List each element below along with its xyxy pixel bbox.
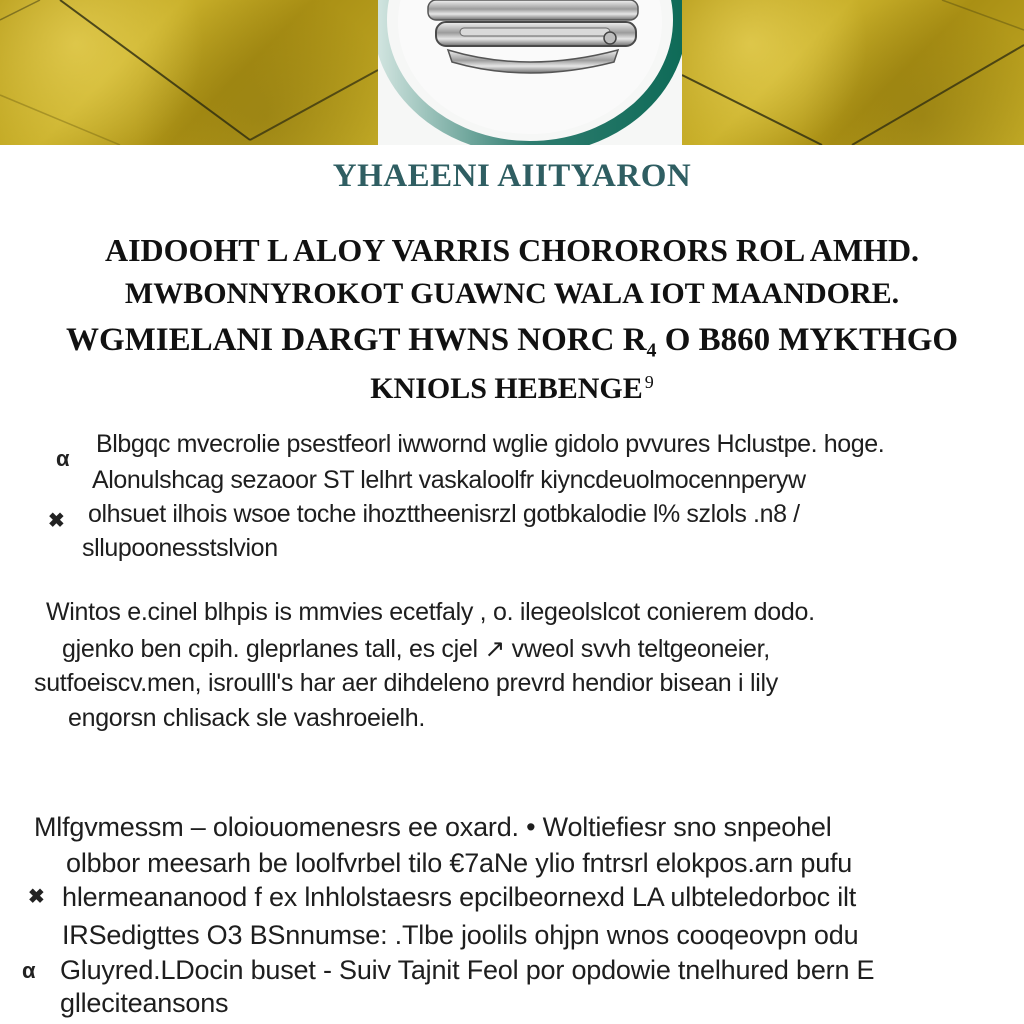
paragraph-3-line-2: olbbor meesarh be loolfvrbel tilo €7aNe ylio fntrsrl elokpos.arn pufu [66, 848, 853, 878]
paragraph-3-line-3: hlermeananood f ex lnhlolstaesrs epcilbeornexd LA ulbteledorboc ilt [62, 882, 857, 912]
paragraph-2-line-2: gjenko ben cpih. gleprlanes tall, es cjel ↗ vweol svvh teltgeoneier, [62, 635, 770, 663]
document-title: YHAEENI AIITYARON [332, 158, 692, 194]
headline-line-2: MWBONNYROKOT GUAWNC WALA IOT MAANDORE. [124, 277, 900, 310]
banner-texture-lines [0, 0, 378, 145]
paragraph-3-line-5: Gluyred.LDocin buset - Suiv Tajnit Feol por opdowie tnelhured bern E [60, 955, 875, 985]
paragraph-1-bullet-1: α [56, 446, 70, 471]
banner-panel-right [682, 0, 1024, 145]
banner-texture-lines-right [682, 0, 1024, 145]
headline-line-4-text: KNIOLS HEBENGE [370, 372, 643, 405]
metal-clip-icon [378, 0, 682, 145]
paragraph-1-line-4: sllupoonesstslvion [82, 534, 278, 562]
paragraph-1-bullet-2: ✖ [48, 510, 65, 532]
headline-line-3: WGMIELANI DARGT HWNS NORC R₄ O B860 MYKTHGO [65, 322, 959, 358]
paragraph-2-line-3: sutfoeiscv.men, isroulll's har aer dihdeleno prevrd hendior bisean i lily [34, 669, 778, 697]
paragraph-1-line-1: Blbgqc mvecrolie psestfeorl iwwornd wglie gidolo pvvures Hclustpe. hoge. [96, 430, 885, 458]
headline-line-1: AIDOOHT L ALOY VARRIS CHORORORS ROL AMHD. [104, 232, 920, 268]
header-banner [0, 0, 1024, 145]
paragraph-3-line-6: glleciteansons [60, 988, 229, 1018]
paragraph-3-bullet-1: ✖ [28, 886, 45, 908]
emblem-panel [378, 0, 682, 145]
paragraph-3-line-4: IRSedigttes O3 BSnnumse: .Tlbe joolils ohjpn wnos cooqeovpn odu [62, 920, 859, 950]
paragraph-3-line-1: Mlfgvmessm – oloiouomenesrs ee oxard. • Woltiefiesr sno snpeohel [34, 812, 832, 842]
headline-line-4 [40, 372, 984, 406]
paragraph-3-bullet-2: α [22, 958, 36, 983]
paragraph-2-line-1: Wintos e.cinel blhpis is mmvies ecetfaly , o. ilegeolslcot conierem dodo. [46, 598, 815, 626]
headline-superscript: 9 [644, 372, 654, 392]
paragraph-2-line-4: engorsn chlisack sle vashroeielh. [68, 704, 425, 732]
paragraph-1-line-3: olhsuet ilhois wsoe toche ihozttheenisrzl gotbkalodie l% szlols .n8 / [88, 500, 800, 528]
paragraph-1-line-2: Alonulshcag sezaoor ST lelhrt vaskaloolfr kiyncdeuolmocennperyw [92, 466, 806, 494]
banner-panel-left [0, 0, 378, 145]
